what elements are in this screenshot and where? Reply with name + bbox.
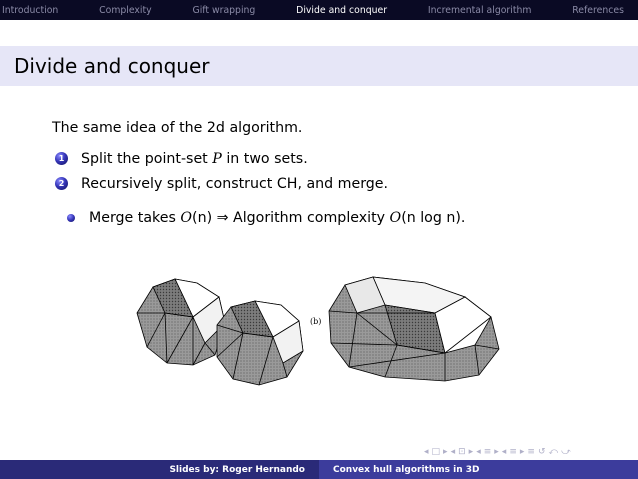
section-back-icon[interactable]: ◂ [476,447,481,457]
frame-title-bar [0,46,638,86]
document-back-icon[interactable]: ◂ [501,447,507,457]
convex-hull-figure [135,273,505,395]
lead-text: The same idea of the 2d algorithm. [52,120,303,136]
enum-ball-icon: 2 [55,177,68,190]
section-icon[interactable]: ≡ [483,447,492,457]
merged-hull [329,277,499,381]
frame-icon[interactable]: □ [431,447,441,457]
enum-text: in two sets. [221,150,308,167]
list-item [52,210,612,226]
list-item [52,171,612,196]
math-big-o: O [389,210,402,226]
math-arg: (n) [192,210,213,226]
frame-forward-icon[interactable]: ▸ [443,447,448,457]
math-arg: (n log n). [401,210,466,226]
beamer-navigation-symbols [424,447,571,457]
document-forward-icon[interactable]: ▸ [519,447,525,457]
hull-illustration [135,273,505,395]
bullet-icon [67,214,75,222]
bullet-text: ⇒ Algorithm complexity [212,210,390,226]
nav-item-incremental-algorithm[interactable]: Incremental algorithm [427,4,532,16]
nav-item-references[interactable]: References [572,4,624,16]
enum-ball-icon: 1 [55,152,68,165]
nav-item-introduction[interactable]: Introduction [2,4,59,16]
subsection-forward-icon[interactable]: ▸ [468,447,474,457]
document-icon[interactable]: ≡ [509,447,517,457]
middle-hull [217,301,303,385]
nav-item-gift-wrapping[interactable]: Gift wrapping [192,4,256,16]
subsection-icon[interactable]: ⊡ [458,447,466,457]
enum-text: Recursively split, construct CH, and merge. [81,175,389,192]
nav-item-complexity[interactable]: Complexity [99,4,152,16]
math-var: P [212,150,222,167]
slide-content [52,120,612,226]
redo-icon[interactable]: ⤻ [561,447,571,457]
enumerate-list [52,146,612,196]
footline [0,460,638,479]
frame-back-icon[interactable]: ◂ [424,447,429,457]
left-hull [137,279,225,365]
subsection-back-icon[interactable]: ◂ [450,447,456,457]
bullet-text: Merge takes [89,210,181,226]
section-navigation [0,0,638,20]
appendix-icon[interactable]: ≡ [527,447,535,457]
search-back-icon[interactable]: ↺ [537,447,546,457]
section-forward-icon[interactable]: ▸ [494,447,499,457]
footer-author: Slides by: Roger Hernando [0,460,319,479]
enum-text: Split the point-set [81,150,213,167]
figure-label: (b) [310,317,322,326]
math-big-o: O [180,210,193,226]
undo-icon[interactable]: ⤺ [548,447,559,457]
slide-title: Divide and conquer [14,54,210,78]
list-item [52,146,612,171]
nav-item-divide-and-conquer[interactable]: Divide and conquer [296,4,388,16]
footer-title: Convex hull algorithms in 3D [319,460,638,479]
